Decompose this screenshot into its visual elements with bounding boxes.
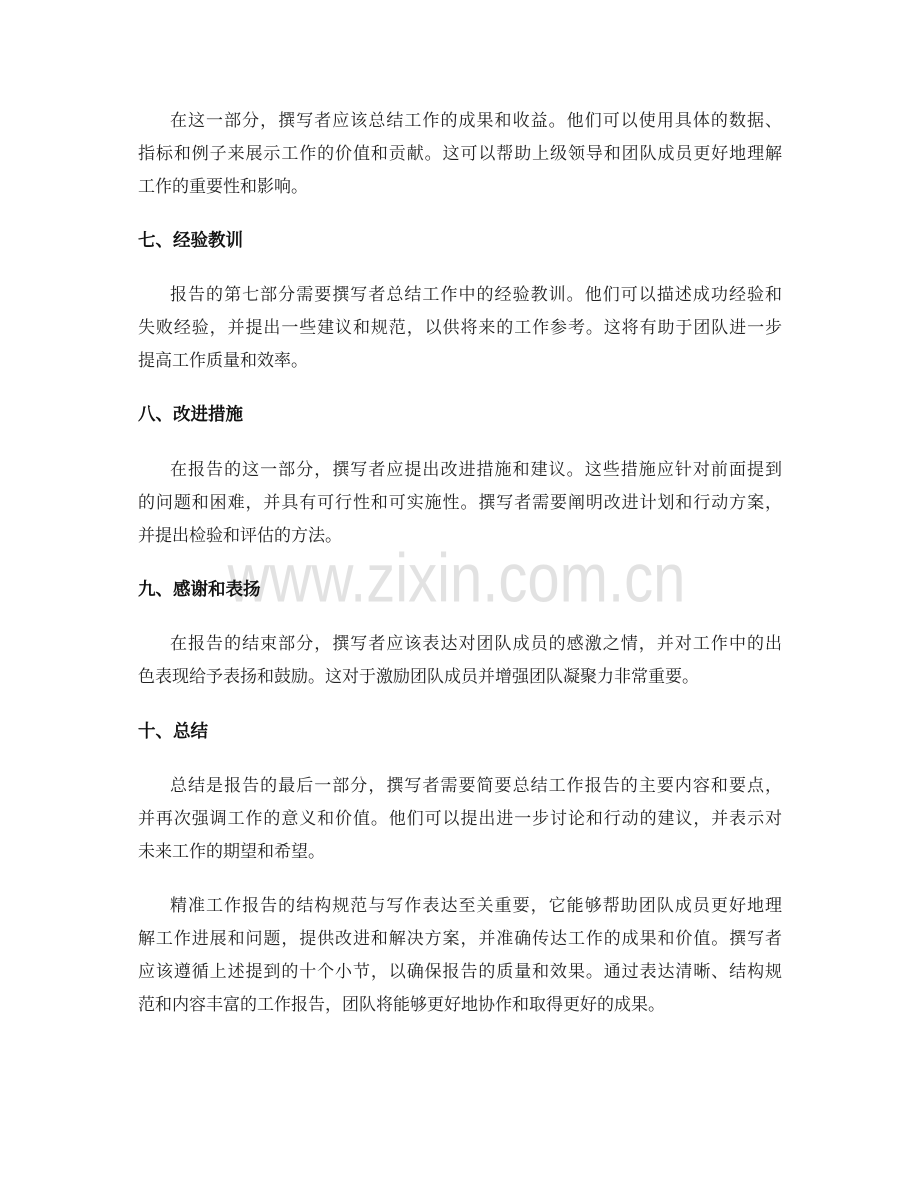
paragraph-line: 未来工作的期望和希望。 <box>138 841 325 861</box>
section-heading-thanks: 九、感谢和表扬 <box>138 578 261 599</box>
paragraph-results <box>138 104 782 203</box>
paragraph-line: 的问题和困难，并具有可行性和可实施性。撰写者需要阐明改进计划和行动方案， <box>138 492 782 512</box>
paragraph-lessons <box>138 278 782 377</box>
paragraph-line: 报告的第七部分需要撰写者总结工作中的经验教训。他们可以描述成功经验和 <box>170 285 782 305</box>
watermark: www.zixin.com.cn <box>227 540 686 617</box>
section-heading-improvements: 八、改进措施 <box>138 404 243 425</box>
paragraph-line: 色表现给予表扬和鼓励。这对于激励团队成员并增强团队凝聚力非常重要。 <box>138 667 699 687</box>
document-body <box>138 104 782 1043</box>
paragraph-line: 提高工作质量和效率。 <box>138 351 308 371</box>
paragraph-line: 总结是报告的最后一部分，撰写者需要简要总结工作报告的主要内容和要点， <box>170 775 782 795</box>
paragraph-line: 精准工作报告的结构规范与写作表达至关重要，它能够帮助团队成员更好地理 <box>170 896 782 916</box>
paragraph-improvements <box>138 453 782 552</box>
section-heading-lessons: 七、经验教训 <box>138 229 243 250</box>
paragraph-line: 解工作进展和问题，提供改进和解决方案，并准确传达工作的成果和价值。撰写者 <box>138 929 782 949</box>
paragraph-line: 范和内容丰富的工作报告，团队将能够更好地协作和取得更好的成果。 <box>138 995 665 1015</box>
paragraph-summary <box>138 769 782 868</box>
paragraph-line: 在报告的这一部分，撰写者应提出改进措施和建议。这些措施应针对前面提到 <box>170 459 782 479</box>
paragraph-line: 在这一部分，撰写者应该总结工作的成果和收益。他们可以使用具体的数据、 <box>170 110 782 130</box>
paragraph-line: 应该遵循上述提到的十个小节，以确保报告的质量和效果。通过表达清晰、结构规 <box>138 962 782 982</box>
paragraph-line: 工作的重要性和影响。 <box>138 176 308 196</box>
paragraph-line: 指标和例子来展示工作的价值和贡献。这可以帮助上级领导和团队成员更好地理解 <box>138 143 782 163</box>
paragraph-line: 在报告的结束部分，撰写者应该表达对团队成员的感激之情，并对工作中的出 <box>170 634 782 654</box>
paragraph-line: 失败经验，并提出一些建议和规范，以供将来的工作参考。这将有助于团队进一步 <box>138 318 782 338</box>
paragraph-line: 并提出检验和评估的方法。 <box>138 525 342 545</box>
paragraph-conclusion <box>138 889 782 1021</box>
paragraph-thanks <box>138 627 782 693</box>
section-heading-summary: 十、总结 <box>138 720 208 741</box>
paragraph-line: 并再次强调工作的意义和价值。他们可以提出进一步讨论和行动的建议，并表示对 <box>138 808 782 828</box>
